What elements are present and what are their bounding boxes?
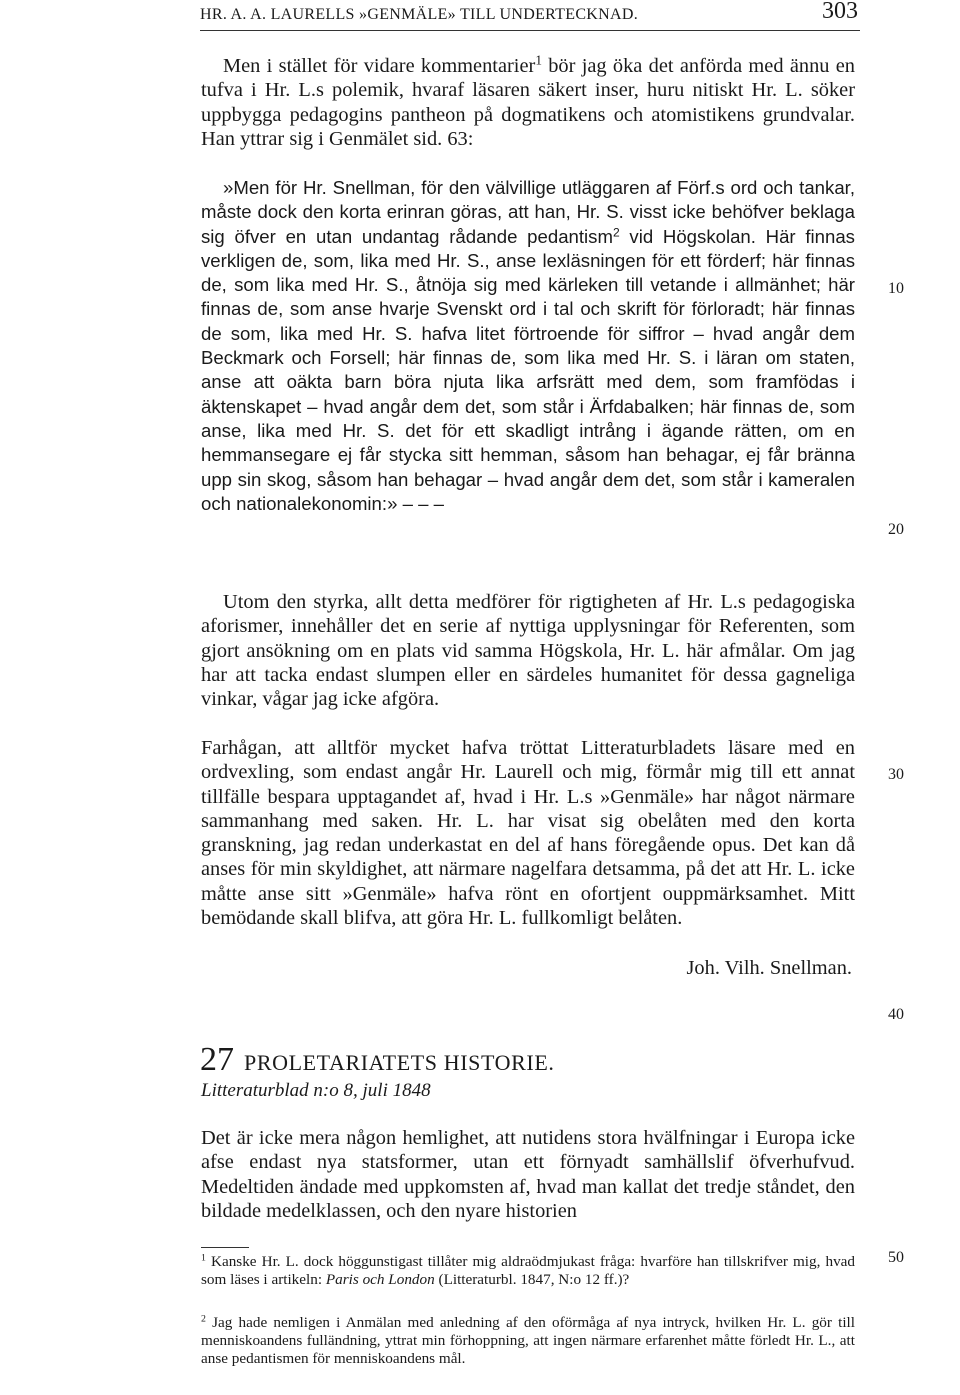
quote-text-cont: vid Högskolan. Här finnas verkligen de, som, lika med Hr. S., anse lexläsningen för ett förderf; här finnas de, som lika med Hr. S., åtnöja sig med kärleken till vetande i allmänhet; här finnas de, som anse hvarje Svenskt ord i tal och skrift för förloradt; här finnas de som, lika med Hr. S. hafva litet förtroende för siffror – hvad angår dem Beckmark och Forsell; här finnas de, som lika med Hr. S. i läran om staten, anse att oäkta barn böra njuta lika arfsrätt med dem, som framfödas i äktenskapet – hvad angår dem det, som står i Ärfdabalken; här finnas de, som anse, lika med Hr. S. det för ett skadligt intrång i ägande rätten, om en hemmansegare ej får stycka sitt hemman, såsom han behagar, ej får bränna upp sin skog, såsom han behagar – hvad angår dem det, som står i kameralen och nationalekonomin:» – – – <box>201 225 855 514</box>
line-number: 40 <box>888 1006 904 1023</box>
footnote-mark-2: 2 <box>201 1313 206 1325</box>
page-header <box>200 0 860 31</box>
chapter-heading <box>200 1040 860 1080</box>
page-number: 303 <box>822 0 858 24</box>
footnote-2 <box>201 1314 855 1367</box>
paragraph-4: Farhågan, att alltför mycket hafva tröttat Litteraturbladets läsare med en ordvexling, som endast angår Hr. Laurell och mig, förmår mig till ett annat tillfälle bespara upptagandet af, hvad i Hr. L.s »Genmäle» har något närmare sammanhang med saken. Hr. L. har visat sig obelåten med den korta granskning, jag redan underkastat en del af hans föregående opus. Det kan då anses för min skyldighet, att närmare nagelfara detsamma, på det att Hr. L. icke måtte anse sitt »Genmäle» hafva rönt en ofortjent ouppmärksamhet. Mitt bemödande skall blifva, att göra Hr. L. fullkomligt belåten. <box>201 737 855 930</box>
footnote-ref-1: 1 <box>535 52 542 68</box>
running-title: HR. A. A. LAURELLS »GENMÄLE» TILL UNDERTECKNAD. <box>200 6 639 23</box>
chapter-source: Litteraturblad n:o 8, juli 1848 <box>201 1080 431 1101</box>
footnote-1 <box>201 1253 855 1289</box>
chapter-number: 27 <box>200 1041 234 1078</box>
quote-text: »Men för Hr. Snellman, för den välvillige utläggaren af Förf.s ord och tankar, måste dock den korta erinran göras, att han, Hr. S. visst icke behöfver beklaga sig öfver en utan undantag rådande pedantism <box>201 177 855 247</box>
line-number: 10 <box>888 280 904 297</box>
paragraph-3: Utom den styrka, allt detta medförer för rigtigheten af Hr. L.s pedagogiska aforismer, innehåller det en serie af nyttiga upplysningar för Referenten, som gjort ansökning om en plats vid samma Högskola, Hr. L. här afmålar. Om jag har att tacka endast slumpen eller en särdeles humanitet för dessa gagneliga vinkar, vågar jag icke afgöra. <box>201 591 855 711</box>
footnote-mark-1: 1 <box>201 1252 206 1264</box>
footnote-2-text: Jag hade nemligen i Anmälan med anledning af den oförmåga af nya intryck, hvilken Hr. L. gör till menniskoandens fulländning, yttrat min förhoppning, att ingen närmare erfarenhet måtte förledt Hr. L., att anse pedantismen för menniskoandens mål. <box>201 1314 855 1367</box>
paragraph-1-text: Men i stället för vidare kommentarier <box>223 55 536 77</box>
line-number: 30 <box>888 766 904 783</box>
chapter-title: PROLETARIATETS HISTORIE. <box>244 1050 555 1075</box>
footnote-divider <box>201 1247 249 1248</box>
signature: Joh. Vilh. Snellman. <box>686 957 852 979</box>
footnote-ref-2: 2 <box>612 224 620 239</box>
line-number: 50 <box>888 1249 904 1266</box>
paragraph-1 <box>201 54 855 151</box>
line-number: 20 <box>888 521 904 538</box>
quoted-passage <box>201 176 855 516</box>
footnote-1-text: Kanske Hr. L. dock höggunstigast tillåter mig aldraödmjukast fråga: hvarföre han tillskrifver mig, hvad som läses i artikeln: <box>201 1253 855 1288</box>
footnote-1-text-cont: (Litteraturbl. 1847, N:o 12 ff.)? <box>434 1270 630 1288</box>
paragraph-1-text-cont: bör jag öka det anförda med ännu en tufva i Hr. L.s polemik, hvaraf läsaren säkert inser, huru nitiskt Hr. L. söker uppbygga pedagogins pantheon på dogmatikens och atomistikens grundvalar. Han yttrar sig i Genmälet sid. 63: <box>201 55 855 150</box>
paragraph-5: Det är icke mera någon hemlighet, att nutidens stora hvälfningar i Europa icke afse endast nya statsformer, utan ett förnyadt samhällslif öfverhufvud. Medeltiden ändade med uppkomsten af, hvad man kallat det tredje ståndet, den bildade medelklassen, och den nyare historien <box>201 1127 855 1222</box>
footnote-1-italic: Paris och London <box>325 1270 435 1288</box>
